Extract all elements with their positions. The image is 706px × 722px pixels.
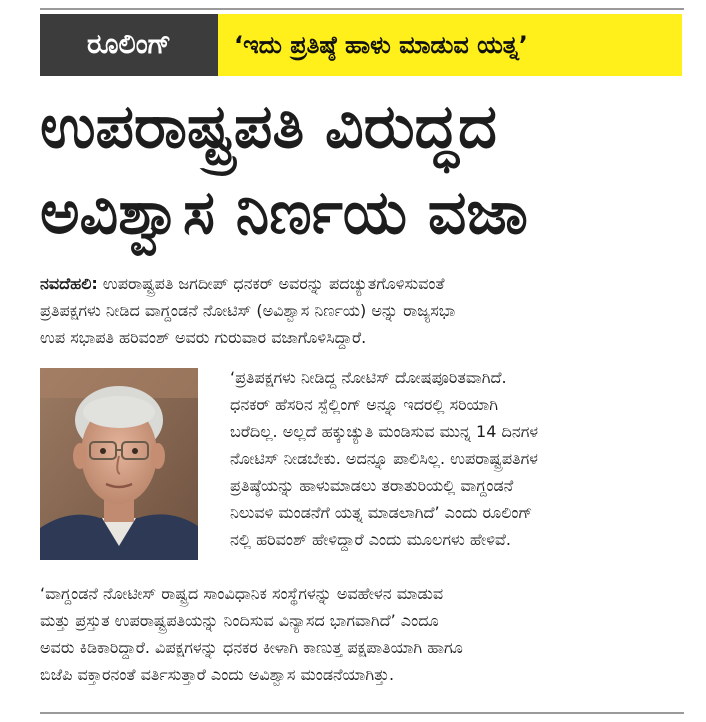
closing-line-2: ಮತ್ತು ಪ್ರಸ್ತುತ ಉಪರಾಷ್ಟ್ರಪತಿಯನ್ನು ನಿಂದಿಸುವ ವಿನ್ಯಾಸದ ಭಾಗವಾಗಿದೆ’ ಎಂದೂ [40,611,439,630]
bottom-rule [40,712,684,714]
quote-line-5: ಪ್ರತಿಷ್ಠೆಯನ್ನು ಹಾಳುಮಾಡಲು ತರಾತುರಿಯಲ್ಲಿ ವಾಗ್ದಂಡನೆ [230,476,514,495]
quote-paragraph [230,364,685,553]
quote-line-7: ನಲ್ಲಿ ಹರಿವಂಶ್ ಹೇಳಿದ್ದಾರೆ ಎಂದು ಮೂಲಗಳು ಹೇಳಿವೆ. [230,530,511,549]
kicker-label: ರೂಲಿಂಗ್ [40,14,218,76]
portrait-photo [40,368,198,560]
quote-line-3: ಬರೆದಿಲ್ಲ. ಅಲ್ಲದೆ ಹಕ್ಕುಚ್ಯುತಿ ಮಂಡಿಸುವ ಮುನ್ನ 14 ದಿನಗಳ [230,422,539,441]
portrait-illustration [40,368,198,560]
lead-line-1-text: ಉಪರಾಷ್ಟ್ರಪತಿ ಜಗದೀಪ್ ಧನಕರ್ ಅವರನ್ನು ಪದಚ್ಯುತಗೊಳಿಸುವಂತೆ [97,274,445,293]
top-rule [40,8,684,10]
dateline: ನವದೆಹಲಿ: [40,274,98,293]
lead-paragraph [40,270,685,351]
lead-line-2: ಪ್ರತಿಪಕ್ಷಗಳು ನೀಡಿದ ವಾಗ್ದಂಡನೆ ನೋಟಿಸ್ (ಅವಿಶ್ವಾಸ ನಿರ್ಣಯ) ಅನ್ನು ರಾಜ್ಯಸಭಾ [40,301,456,320]
quote-line-2: ಧನಕರ್ ಹೆಸರಿನ ಸ್ಪೆಲ್ಲಿಂಗ್ ಅನ್ನೂ ಇದರಲ್ಲಿ ಸರಿಯಾಗಿ [230,395,499,414]
headline [40,84,680,256]
lead-line-3: ಉಪ ಸಭಾಪತಿ ಹರಿವಂಶ್ ಅವರು ಗುರುವಾರ ವಜಾಗೊಳಿಸಿದ್ದಾರೆ. [40,328,367,347]
quote-line-4: ನೋಟಿಸ್ ನೀಡಬೇಕು. ಅದನ್ನೂ ಪಾಲಿಸಿಲ್ಲ. ಉಪರಾಷ್ಟ್ರಪತಿಗಳ [230,449,538,468]
closing-line-1: ‘ವಾಗ್ದಂಡನೆ ನೋಟೀಸ್ ರಾಷ್ಟ್ರದ ಸಾಂವಿಧಾನಿಕ ಸಂಸ್ಥೆಗಳನ್ನು ಅವಹೇಳನ ಮಾಡುವ [40,584,444,603]
headline-line-2: ಅವಿಶ್ವಾಸ ನಿರ್ಣಯ ವಜಾ [40,178,528,248]
headline-line-1: ಉಪರಾಷ್ಟ್ರಪತಿ ವಿರುದ್ಧದ [40,92,497,162]
lead-line-1 [40,270,685,297]
quote-line-6: ನಿಲುವಳಿ ಮಂಡನೆಗೆ ಯತ್ನ ಮಾಡಲಾಗಿದೆ’ ಎಂದು ರೂಲಿಂಗ್ [230,503,533,522]
closing-line-4: ಬಿಜೆಪಿ ವಕ್ತಾರನಂತೆ ವರ್ತಿಸುತ್ತಾರೆ ಎಂದು ಅವಿಶ್ವಾಸ ಮಂಡನೆಯಾಗಿತ್ತು. [40,665,395,684]
kicker-quote: ‘ಇದು ಪ್ರತಿಷ್ಠೆ ಹಾಳು ಮಾಡುವ ಯತ್ನ’ [218,14,682,76]
kicker-banner [40,14,682,76]
quote-line-1: ‘ಪ್ರತಿಪಕ್ಷಗಳು ನೀಡಿದ್ದ ನೋಟಿಸ್ ದೋಷಪೂರಿತವಾಗಿದೆ. [230,368,507,387]
closing-line-3: ಅವರು ಕಿಡಿಕಾರಿದ್ದಾರೆ. ವಿಪಕ್ಷಗಳನ್ನು ಧನಕರ ಕೀಳಾಗಿ ಕಾಣುತ್ತ ಪಕ್ಷಪಾತಿಯಾಗಿ ಹಾಗೂ [40,638,463,657]
closing-paragraph [40,580,685,688]
